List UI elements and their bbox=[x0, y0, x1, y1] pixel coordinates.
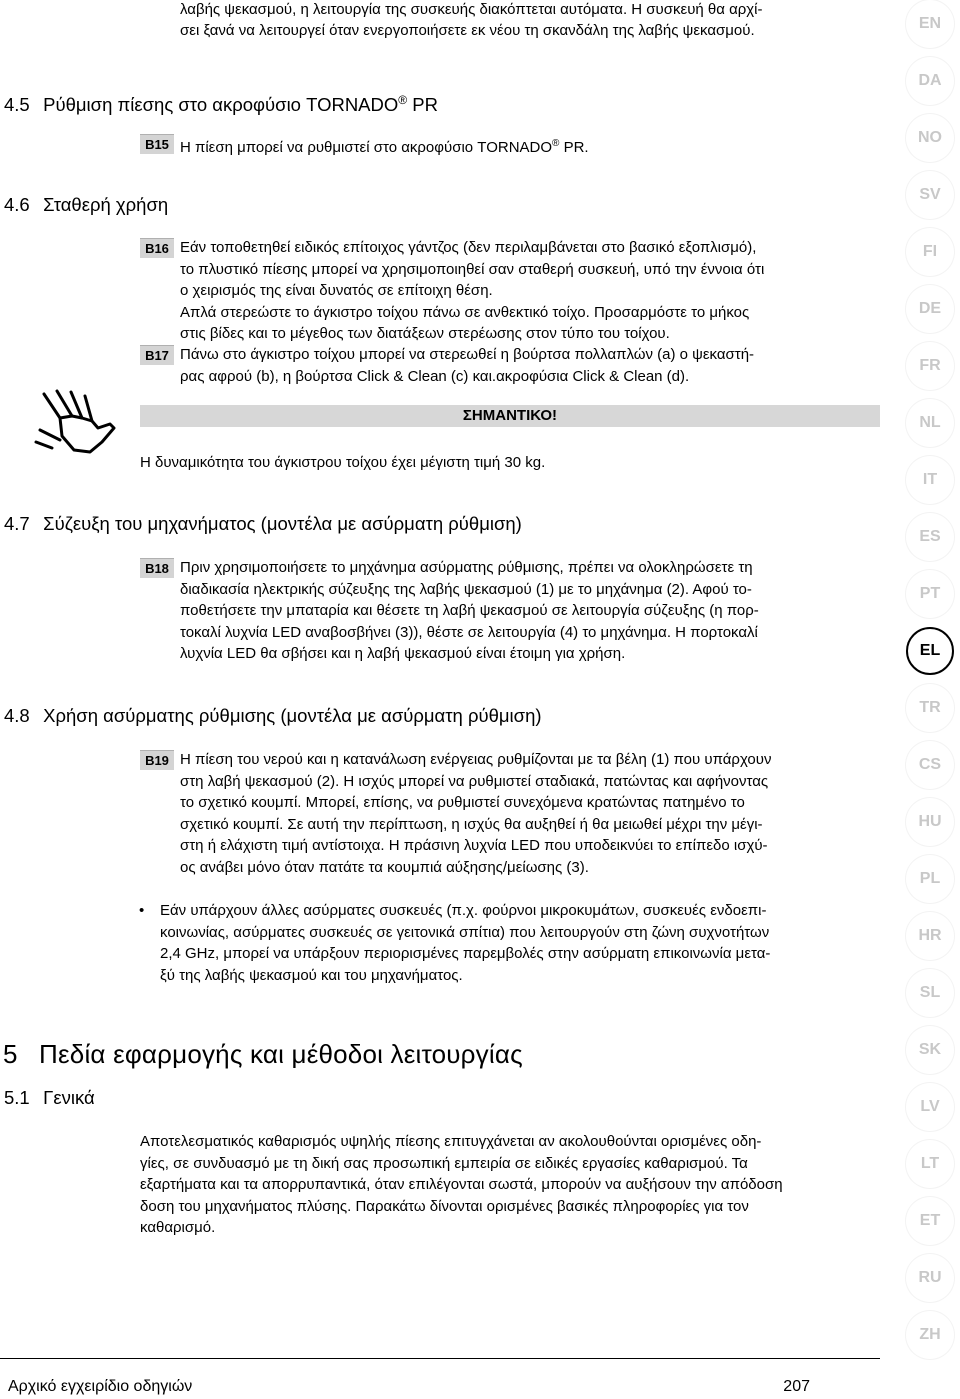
figure-ref-b19: B19 bbox=[140, 750, 174, 770]
b18-line: τοκαλί λυχνία LED αναβοσβήνει (3)), θέστε σε λειτουργία (4) το μηχάνημα. Η πορτοκαλί bbox=[180, 623, 758, 641]
b18-line: ποθετήσετε την μπαταρία και θέσετε τη λαβή ψεκασμού σε λειτουργία σύζευξης (η πορ- bbox=[180, 602, 759, 619]
lang-tab-hu[interactable]: HU bbox=[906, 798, 954, 846]
section-4-6-heading bbox=[4, 193, 168, 217]
footer-title: Αρχικό εγχειρίδιο οδηγιών bbox=[8, 1378, 193, 1395]
b16-line: το πλυστικό πίεσης μπορεί να χρησιμοποιηθεί σαν σταθερή συσκευή, υπό την έννοια ότι bbox=[180, 260, 765, 278]
b16-line: ο χειρισμός της είναι δυνατός σε επίτοιχη θέση. bbox=[180, 282, 493, 299]
lang-tab-el-active[interactable]: EL bbox=[906, 627, 954, 675]
section-number: 4.5 bbox=[4, 94, 30, 116]
lang-tab-lt[interactable]: LT bbox=[906, 1140, 954, 1188]
lang-tab-tr[interactable]: TR bbox=[906, 684, 954, 732]
general-line: Αποτελεσματικός καθαρισμός υψηλής πίεσης επιτυγχάνεται αν ακολουθούνται ορισμένες οδη- bbox=[140, 1133, 762, 1150]
lang-tab-es[interactable]: ES bbox=[906, 513, 954, 561]
bullet-line: 2,4 GHz, μπορεί να υπάρξουν περιορισμένες παρεμβολές στην ασύρματη επικοινωνία μετα- bbox=[160, 945, 771, 962]
b19-line: Η πίεση του νερού και η κατανάλωση ενέργειας ρυθμίζονται με τα βέλη (1) που υπάρχουν bbox=[180, 751, 772, 768]
b16-line: Εάν τοποθετηθεί ειδικός επίτοιχος γάντζος (δεν περιλαμβάνεται στο βασικό εξοπλισμό), bbox=[180, 239, 757, 256]
figure-ref-b16: B16 bbox=[140, 238, 174, 258]
b19-line: το σχετικό κουμπί. Μπορεί, επίσης, να ρυθμιστεί συνεχόμενα κρατώντας πατημένο το bbox=[180, 794, 745, 811]
chapter-5-heading bbox=[3, 1038, 523, 1070]
lang-tab-sl[interactable]: SL bbox=[906, 969, 954, 1017]
important-text: Η δυναμικότητα του άγκιστρου τοίχου έχει μέγιστη τιμή 30 kg. bbox=[140, 454, 546, 471]
section-title: Γενικά bbox=[43, 1087, 95, 1108]
b15-text-main: Η πίεση μπορεί να ρυθμιστεί στο ακροφύσιο TORNADO bbox=[180, 139, 553, 156]
lang-tab-cs[interactable]: CS bbox=[906, 741, 954, 789]
important-banner: ΣΗΜΑΝΤΙΚΟ! bbox=[140, 405, 880, 427]
lang-tab-en[interactable]: EN bbox=[906, 0, 954, 48]
page-number: 207 bbox=[783, 1378, 810, 1395]
general-line: καθαρισμό. bbox=[140, 1219, 216, 1236]
bullet-line: Εάν υπάρχουν άλλες ασύρματες συσκευές (π.χ. φούρνοι μικροκυμάτων, συσκευές ενδοεπι- bbox=[160, 902, 767, 919]
lang-tab-pl[interactable]: PL bbox=[906, 855, 954, 903]
intro-line-1: λαβής ψεκασμού, η λειτουργία της συσκευής διακόπτεται αυτόματα. Η συσκευή θα αρχί- bbox=[180, 1, 763, 18]
b16-line: Απλά στερεώστε το άγκιστρο τοίχου πάνω σε ανθεκτικό τοίχο. Προσαρμόστε το μήκος bbox=[180, 303, 750, 321]
bullet-line: ξύ της λαβής ψεκασμού και του μηχανήματος. bbox=[160, 966, 463, 984]
section-4-5-heading bbox=[4, 88, 438, 117]
language-sidebar bbox=[900, 0, 960, 1399]
b15-text bbox=[180, 133, 589, 158]
section-title: Σταθερή χρήση bbox=[43, 194, 169, 215]
section-title: Χρήση ασύρματης ρύθμισης (μοντέλα με ασύρματη ρύθμιση) bbox=[43, 705, 542, 726]
figure-ref-b15: B15 bbox=[140, 134, 174, 154]
lang-tab-hr[interactable]: HR bbox=[906, 912, 954, 960]
b17-line: ρας αφρού (b), η βούρτσα Click & Clean (c) και.ακροφύσια Click & Clean (d). bbox=[180, 367, 690, 385]
chapter-title: Πεδία εφαρμογής και μέθοδοι λειτουργίας bbox=[39, 1039, 523, 1069]
lang-tab-fr[interactable]: FR bbox=[906, 342, 954, 390]
b19-line: ος ανάβει μόνο όταν πατάτε τα κουμπιά αύξησης/μείωσης (3). bbox=[180, 858, 589, 876]
figure-ref-b17: B17 bbox=[140, 345, 174, 365]
lang-tab-lv[interactable]: LV bbox=[906, 1083, 954, 1131]
lang-tab-pt[interactable]: PT bbox=[906, 570, 954, 618]
lang-tab-it[interactable]: IT bbox=[906, 456, 954, 504]
section-title: Σύζευξη του μηχανήματος (μοντέλα με ασύρματη ρύθμιση) bbox=[43, 513, 522, 534]
b18-line: λυχνία LED θα σβήσει και η λαβή ψεκασμού είναι έτοιμη για χρήση. bbox=[180, 645, 626, 662]
section-4-7-heading bbox=[4, 512, 522, 536]
chapter-number: 5 bbox=[3, 1039, 18, 1069]
section-title: Ρύθμιση πίεσης στο ακροφύσιο TORNADO bbox=[43, 94, 399, 116]
lang-tab-no[interactable]: NO bbox=[906, 114, 954, 162]
lang-tab-et[interactable]: ET bbox=[906, 1197, 954, 1245]
intro-line-2: σει ξανά να λειτουργεί όταν ενεργοποιήσετε εκ νέου τη σκανδάλη της λαβής ψεκασμού. bbox=[180, 22, 755, 39]
section-number: 5.1 bbox=[4, 1087, 30, 1108]
lang-tab-zh[interactable]: ZH bbox=[906, 1311, 954, 1359]
lang-tab-ru[interactable]: RU bbox=[906, 1254, 954, 1302]
lang-tab-fi[interactable]: FI bbox=[906, 228, 954, 276]
b19-line: σχετικό κουμπί. Σε αυτή την περίπτωση, η ισχύς θα αυξηθεί ή θα μειωθεί μέχρι την μέγι- bbox=[180, 815, 763, 833]
b19-line: στη λαβή ψεκασμού (2). Η ισχύς μπορεί να ρυθμιστεί σταδιακά, πατώντας και αφήνοντας bbox=[180, 772, 769, 790]
section-4-8-heading bbox=[4, 704, 542, 728]
section-title-suffix: PR bbox=[407, 94, 438, 116]
b15-text-suffix: PR. bbox=[559, 139, 589, 156]
lang-tab-nl[interactable]: NL bbox=[906, 399, 954, 447]
general-line: δοση του μηχανήματος πλύσης. Παρακάτω δίνονται ορισμένες βασικές πληροφορίες για τον bbox=[140, 1197, 749, 1215]
section-number: 4.8 bbox=[4, 705, 30, 726]
lang-tab-da[interactable]: DA bbox=[906, 57, 954, 105]
b16-line: στις βίδες και το μέγεθος των διατάξεων στερέωσης στον τύπο του τοίχου. bbox=[180, 325, 670, 342]
registered-mark: ® bbox=[552, 138, 560, 149]
b19-line: στη ή ελάχιστη τιμή αντίστοιχα. Η πράσινη λυχνία LED που υποδεικνύει το επίπεδο ισχύ- bbox=[180, 837, 768, 854]
registered-mark: ® bbox=[398, 93, 408, 107]
bullet-dot: • bbox=[139, 902, 145, 919]
lang-tab-de[interactable]: DE bbox=[906, 285, 954, 333]
lang-tab-sk[interactable]: SK bbox=[906, 1026, 954, 1074]
b18-line: διαδικασία ηλεκτρικής σύζευξης της λαβής ψεκασμού (1) με το μηχάνημα (2). Αφού το- bbox=[180, 580, 752, 598]
figure-ref-b18: B18 bbox=[140, 558, 174, 578]
b17-line: Πάνω στο άγκιστρο τοίχου μπορεί να στερεωθεί η βούρτσα πολλαπλών (a) ο ψεκαστή- bbox=[180, 346, 755, 363]
general-line: γίες, σε συνδυασμό με τη δική σας προσωπική εμπειρία σε ειδικές εργασίες καθαρισμού. Τα bbox=[140, 1154, 748, 1172]
footer-rule bbox=[0, 1358, 880, 1359]
hand-stop-icon bbox=[30, 388, 120, 458]
b18-line: Πριν χρησιμοποιήσετε το μηχάνημα ασύρματης ρύθμισης, πρέπει να ολοκληρώσετε τη bbox=[180, 559, 753, 576]
section-number: 4.6 bbox=[4, 194, 30, 215]
general-line: εξαρτήματα και τα απορρυπαντικά, όταν επιλέγονται σωστά, μπορούν να αυξήσουν την απόδοση bbox=[140, 1176, 783, 1193]
section-number: 4.7 bbox=[4, 513, 30, 534]
bullet-line: κοινωνίας, ασύρματες συσκευές σε γειτονικά σπίτια) που λειτουργούν στη ζώνη συχνοτήτων bbox=[160, 923, 770, 941]
section-5-1-heading bbox=[4, 1086, 95, 1110]
lang-tab-sv[interactable]: SV bbox=[906, 171, 954, 219]
